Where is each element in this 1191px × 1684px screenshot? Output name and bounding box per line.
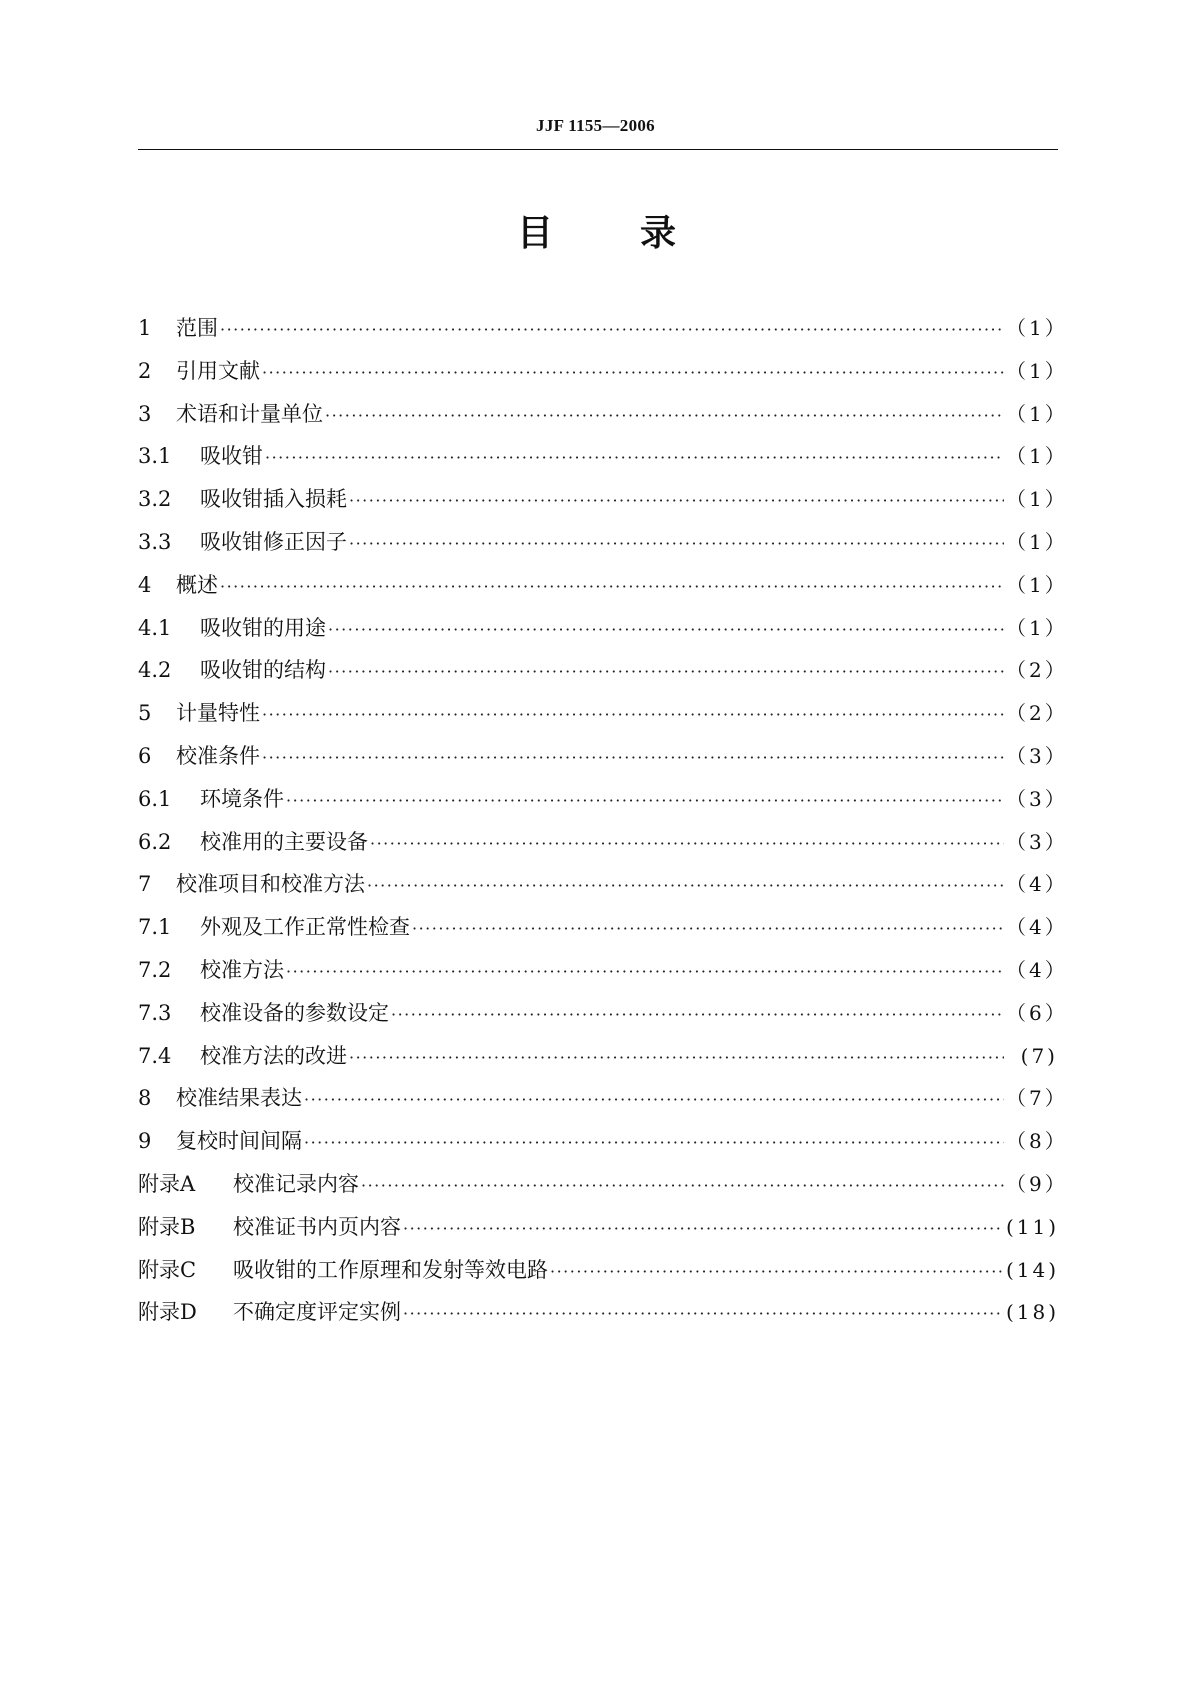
toc-number: 9: [138, 1129, 152, 1154]
toc-label: 校准结果表达: [176, 1086, 302, 1111]
toc-label: 校准设备的参数设定: [200, 1000, 389, 1025]
toc-label: 校准记录内容: [233, 1171, 359, 1196]
toc-number: 附录B: [138, 1214, 196, 1239]
toc-number: 7: [138, 872, 152, 897]
toc-entry[interactable]: [138, 350, 1068, 393]
leader-dots: [304, 1079, 1004, 1122]
toc-label: 复校时间间隔: [176, 1129, 302, 1154]
toc-number: 4: [138, 572, 152, 597]
leader-dots: [367, 865, 1004, 908]
toc-label: 校准证书内页内容: [233, 1214, 401, 1239]
toc-entry[interactable]: [138, 863, 1068, 906]
toc-page: （3）: [1006, 743, 1068, 768]
toc-label: 吸收钳插入损耗: [200, 487, 347, 512]
toc-entry[interactable]: [138, 821, 1068, 864]
toc-label: 术语和计量单位: [176, 401, 323, 426]
leader-dots: [412, 908, 1004, 951]
table-of-contents: [138, 307, 1068, 1334]
leader-dots: [265, 437, 1004, 480]
leader-dots: [325, 395, 1004, 438]
toc-number: 7.3: [138, 1000, 172, 1025]
leader-dots: [349, 523, 1004, 566]
toc-entry[interactable]: [138, 521, 1068, 564]
toc-entry[interactable]: [138, 735, 1068, 778]
title-char-1: 目: [517, 213, 554, 254]
toc-page: （1）: [1006, 358, 1068, 383]
toc-label: 吸收钳: [200, 444, 263, 469]
leader-dots: [328, 609, 1004, 652]
toc-entry[interactable]: [138, 607, 1068, 650]
toc-entry[interactable]: [138, 1249, 1058, 1292]
toc-page: （2）: [1006, 701, 1068, 726]
toc-entry[interactable]: [138, 478, 1068, 521]
toc-number: 3: [138, 401, 152, 426]
toc-page: （2）: [1006, 658, 1068, 683]
leader-dots: [403, 1293, 1004, 1336]
toc-number: 6.1: [138, 786, 172, 811]
header-rule: [138, 149, 1058, 150]
toc-entry[interactable]: [138, 1291, 1058, 1334]
toc-page: （1）: [1006, 487, 1068, 512]
toc-page: （3）: [1006, 829, 1068, 854]
toc-label: 校准用的主要设备: [200, 829, 368, 854]
leader-dots: [262, 737, 1004, 780]
toc-label: 范围: [176, 316, 218, 340]
toc-label: 校准项目和校准方法: [176, 872, 365, 897]
toc-page: （4）: [1006, 957, 1068, 982]
toc-entry[interactable]: [138, 307, 1068, 350]
leader-dots: [220, 566, 1004, 609]
toc-entry[interactable]: [138, 992, 1068, 1035]
toc-number: 附录C: [138, 1257, 197, 1282]
page-title: [0, 210, 1191, 258]
toc-entry[interactable]: [138, 649, 1068, 692]
leader-dots: [370, 823, 1004, 866]
toc-number: 4.2: [138, 658, 172, 683]
toc-page: (7): [1020, 1043, 1058, 1068]
toc-number: 6: [138, 743, 152, 768]
toc-entry[interactable]: [138, 1077, 1068, 1120]
leader-dots: [286, 780, 1004, 823]
toc-number: 8: [138, 1086, 152, 1111]
toc-number: 2: [138, 358, 152, 383]
toc-page: （1）: [1006, 401, 1068, 426]
toc-number: 7.1: [138, 915, 172, 940]
toc-page: （3）: [1006, 786, 1068, 811]
toc-label: 引用文献: [176, 358, 260, 383]
toc-entry[interactable]: [138, 1163, 1068, 1206]
leader-dots: [262, 694, 1004, 737]
toc-label: 校准方法: [200, 957, 284, 982]
toc-number: 5: [138, 701, 152, 726]
toc-entry[interactable]: [138, 564, 1068, 607]
toc-page: （1）: [1006, 316, 1068, 340]
toc-number: 4.1: [138, 615, 172, 640]
toc-page: （9）: [1006, 1171, 1068, 1196]
toc-entry[interactable]: [138, 692, 1068, 735]
toc-page: （7）: [1006, 1086, 1068, 1111]
toc-page: （1）: [1006, 615, 1068, 640]
toc-label: 吸收钳的工作原理和发射等效电路: [233, 1257, 548, 1282]
leader-dots: [286, 951, 1004, 994]
toc-entry[interactable]: [138, 393, 1068, 436]
toc-page: （4）: [1006, 872, 1068, 897]
toc-entry[interactable]: [138, 435, 1068, 478]
leader-dots: [361, 1165, 1004, 1208]
title-char-2: 录: [640, 213, 677, 254]
toc-label: 环境条件: [200, 786, 284, 811]
toc-entry[interactable]: [138, 1035, 1058, 1078]
toc-label: 概述: [176, 572, 218, 597]
toc-number: 1: [138, 316, 152, 340]
leader-dots: [403, 1208, 1004, 1251]
toc-label: 计量特性: [176, 701, 260, 726]
toc-label: 校准方法的改进: [200, 1043, 347, 1068]
toc-label: 吸收钳的用途: [200, 615, 326, 640]
toc-number: 3.1: [138, 444, 172, 469]
leader-dots: [349, 480, 1004, 523]
toc-page: （4）: [1006, 915, 1068, 940]
toc-entry[interactable]: [138, 778, 1068, 821]
toc-page: (11): [1006, 1214, 1060, 1239]
leader-dots: [550, 1251, 1004, 1294]
leader-dots: [262, 352, 1004, 395]
leader-dots: [220, 309, 1004, 352]
toc-label: 吸收钳的结构: [200, 658, 326, 683]
toc-page: （8）: [1006, 1129, 1068, 1154]
leader-dots: [349, 1037, 1004, 1080]
toc-page: （1）: [1006, 572, 1068, 597]
toc-page: （1）: [1006, 529, 1068, 554]
toc-entry[interactable]: [138, 1120, 1068, 1163]
toc-entry[interactable]: [138, 906, 1068, 949]
toc-label: 吸收钳修正因子: [200, 529, 347, 554]
toc-page: (14): [1006, 1257, 1060, 1282]
toc-number: 3.3: [138, 529, 172, 554]
toc-entry[interactable]: [138, 1206, 1058, 1249]
toc-label: 校准条件: [176, 743, 260, 768]
leader-dots: [328, 651, 1004, 694]
toc-number: 7.2: [138, 957, 172, 982]
toc-number: 3.2: [138, 487, 172, 512]
leader-dots: [304, 1122, 1004, 1165]
toc-label: 不确定度评定实例: [233, 1300, 401, 1325]
toc-number: 6.2: [138, 829, 172, 854]
toc-label: 外观及工作正常性检查: [200, 915, 410, 940]
toc-page: (18): [1006, 1300, 1060, 1325]
toc-number: 附录D: [138, 1300, 197, 1325]
toc-page: （1）: [1006, 444, 1068, 469]
document-code: JJF 1155—2006: [536, 116, 655, 135]
toc-entry[interactable]: [138, 949, 1068, 992]
toc-page: （6）: [1006, 1000, 1068, 1025]
toc-number: 7.4: [138, 1043, 172, 1068]
toc-number: 附录A: [138, 1171, 196, 1196]
leader-dots: [391, 994, 1004, 1037]
